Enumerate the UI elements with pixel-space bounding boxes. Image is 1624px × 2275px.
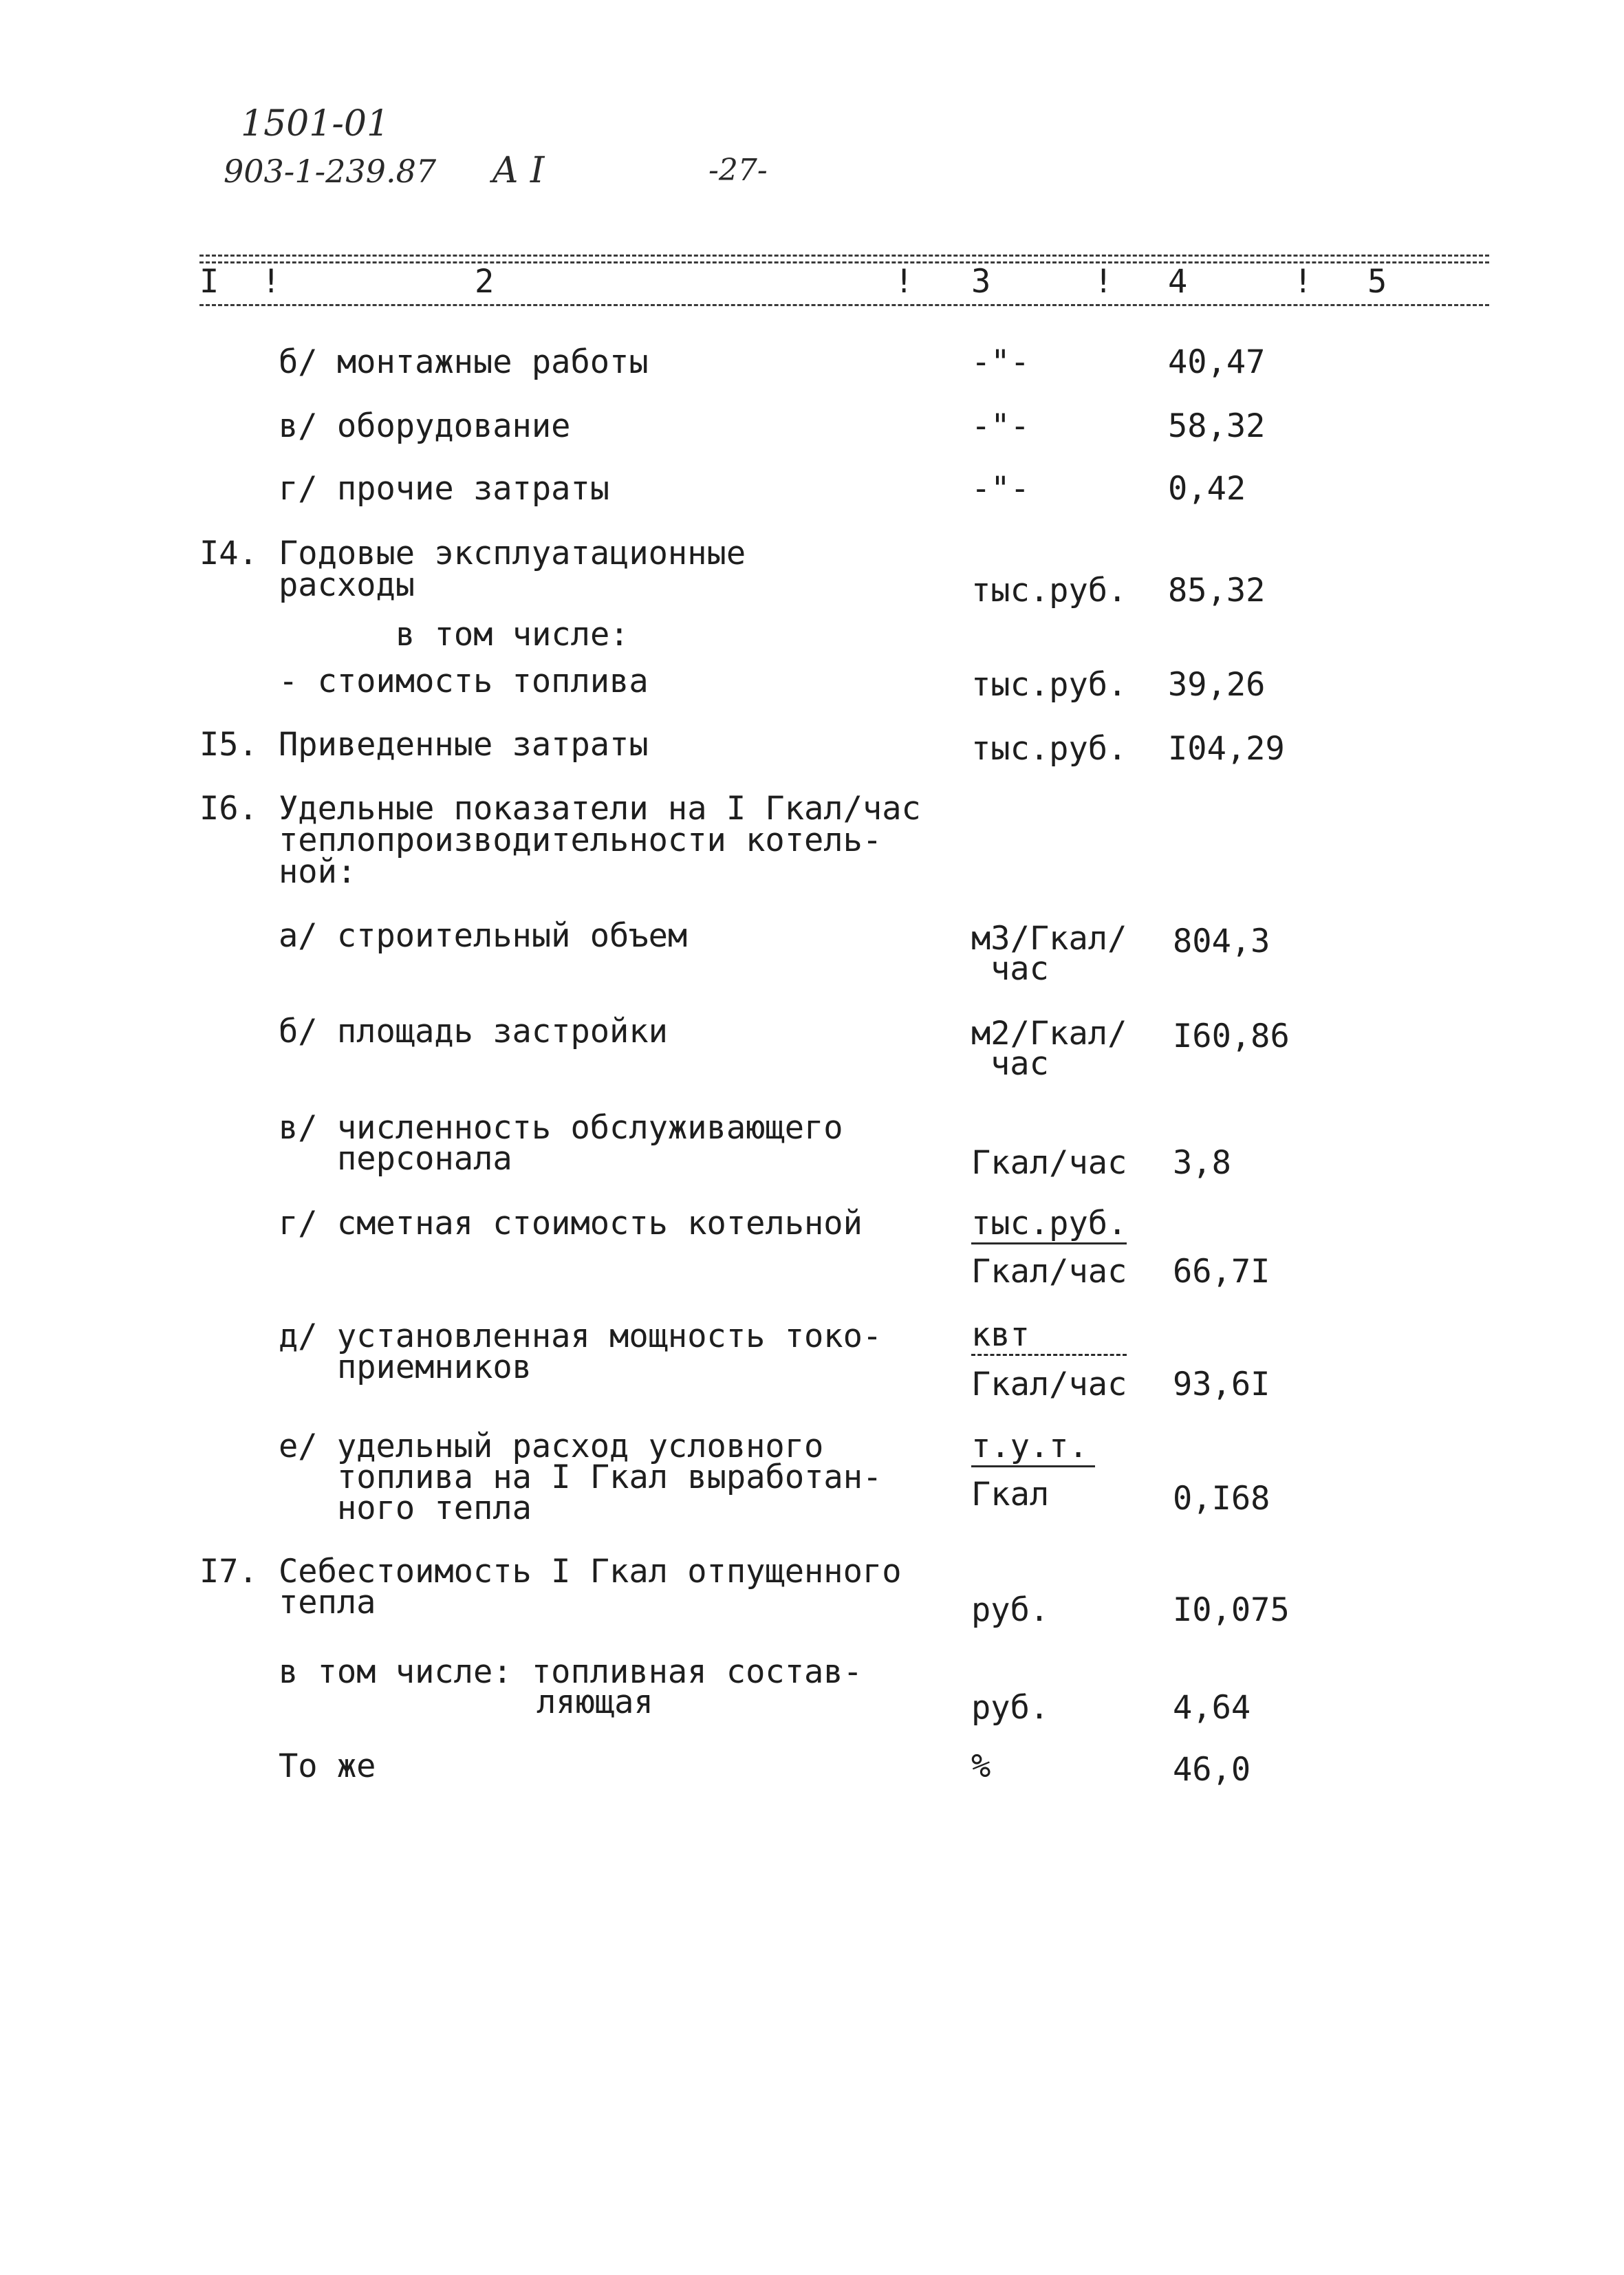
header-sep-4: ! — [1293, 263, 1313, 301]
row-value: 804,3 — [1173, 923, 1270, 960]
row-unit: тыс.руб. — [971, 730, 1127, 768]
row-value: 4,64 — [1173, 1689, 1251, 1727]
row-number: I6. — [199, 790, 258, 828]
row-unit: -"- — [971, 343, 1030, 381]
row-unit-denominator: Гкал/час — [971, 1253, 1127, 1291]
fraction-line — [971, 1465, 1095, 1467]
header-col-2: 2 — [475, 263, 495, 301]
row-label-line-2: расходы — [279, 566, 415, 604]
row-label-line-1: Годовые эксплуатационные — [279, 535, 746, 572]
row-value: 93,6I — [1173, 1366, 1270, 1403]
row-unit: руб. — [971, 1689, 1050, 1727]
row-label: б/ площадь застройки — [279, 1013, 668, 1050]
row-label-line-2: ляющая — [537, 1683, 653, 1721]
row-unit: руб. — [971, 1591, 1050, 1629]
row-value: 3,8 — [1173, 1144, 1231, 1182]
row-unit: тыс.руб. — [971, 666, 1127, 704]
row-label: в/ оборудование — [279, 407, 571, 445]
row-label-line-2: теплопроизводительности котель- — [279, 821, 883, 859]
row-unit-line-1: м3/Гкал/ — [971, 920, 1127, 958]
row-number: I7. — [199, 1553, 258, 1591]
row-label-line-1: д/ установленная мощность токо- — [279, 1317, 883, 1355]
row-value: 46,0 — [1173, 1751, 1251, 1789]
row-unit-numerator: т.у.т. — [971, 1427, 1088, 1465]
row-label: а/ строительный объем — [279, 917, 688, 955]
row-label-line-2: приемников — [337, 1348, 532, 1386]
row-unit-denominator: Гкал — [971, 1476, 1050, 1513]
row-label: - стоимость топлива — [279, 662, 649, 700]
row-value: 39,26 — [1168, 666, 1266, 704]
row-unit-numerator: квт — [971, 1316, 1030, 1354]
header-col-5: 5 — [1367, 263, 1387, 301]
row-label: г/ прочие затраты — [279, 470, 610, 508]
row-value: I04,29 — [1168, 730, 1285, 768]
row-unit: % — [971, 1747, 991, 1785]
row-label: в том числе: — [396, 616, 629, 654]
header-col-3: 3 — [971, 263, 991, 301]
header-bottom-rule — [199, 304, 1489, 306]
fraction-line — [971, 1354, 1127, 1356]
row-unit: тыс.руб. — [971, 572, 1127, 610]
header-sep-1: ! — [261, 263, 281, 301]
row-value: I0,075 — [1173, 1591, 1290, 1629]
row-unit-line-2: час — [990, 1045, 1049, 1083]
row-value: 40,47 — [1168, 343, 1266, 381]
row-label: То же — [279, 1747, 376, 1785]
row-number: I5. — [199, 726, 258, 764]
row-unit: -"- — [971, 407, 1030, 445]
row-label-line-2: персонала — [337, 1140, 512, 1178]
header-col-1: I — [199, 263, 219, 301]
row-label: г/ сметная стоимость котельной — [279, 1205, 863, 1242]
row-label-line-1: в том числе: топливная состав- — [279, 1653, 863, 1691]
row-unit: -"- — [971, 470, 1030, 508]
row-label-line-3: ного тепла — [337, 1489, 532, 1527]
row-label-line-1: в/ численность обслуживающего — [279, 1109, 843, 1147]
row-label-line-1: е/ удельный расход условного — [279, 1427, 824, 1465]
row-unit: Гкал/час — [971, 1144, 1127, 1182]
row-unit-numerator: тыс.руб. — [971, 1205, 1127, 1242]
row-label: б/ монтажные работы — [279, 343, 649, 381]
row-label: Приведенные затраты — [279, 726, 649, 764]
row-label-line-2: топлива на I Гкал выработан- — [337, 1458, 883, 1496]
row-label-line-1: Себестоимость I Гкал отпущенного — [279, 1553, 902, 1591]
header-sep-2: ! — [894, 263, 914, 301]
row-value: 0,42 — [1168, 470, 1246, 508]
row-number: I4. — [199, 535, 258, 572]
row-value: 58,32 — [1168, 407, 1266, 445]
row-value: 66,7I — [1173, 1253, 1270, 1291]
handwritten-code-1: 1501-01 — [241, 103, 390, 144]
handwritten-code-2: 903-1-239.87 — [224, 153, 437, 190]
row-value: I60,86 — [1173, 1017, 1290, 1055]
row-value: 85,32 — [1168, 572, 1266, 610]
page-number: -27- — [708, 153, 768, 188]
handwritten-album: А I — [492, 150, 545, 191]
row-unit-line-2: час — [990, 950, 1049, 988]
row-value: 0,I68 — [1173, 1480, 1270, 1518]
row-label-line-1: Удельные показатели на I Гкал/час — [279, 790, 921, 828]
row-unit-line-1: м2/Гкал/ — [971, 1015, 1127, 1053]
row-unit-denominator: Гкал/час — [971, 1366, 1127, 1403]
fraction-line — [971, 1242, 1127, 1244]
header-sep-3: ! — [1094, 263, 1114, 301]
row-label-line-3: ной: — [279, 853, 357, 891]
row-label-line-2: тепла — [279, 1584, 376, 1621]
header-top-rule — [199, 255, 1489, 257]
header-col-4: 4 — [1168, 263, 1188, 301]
